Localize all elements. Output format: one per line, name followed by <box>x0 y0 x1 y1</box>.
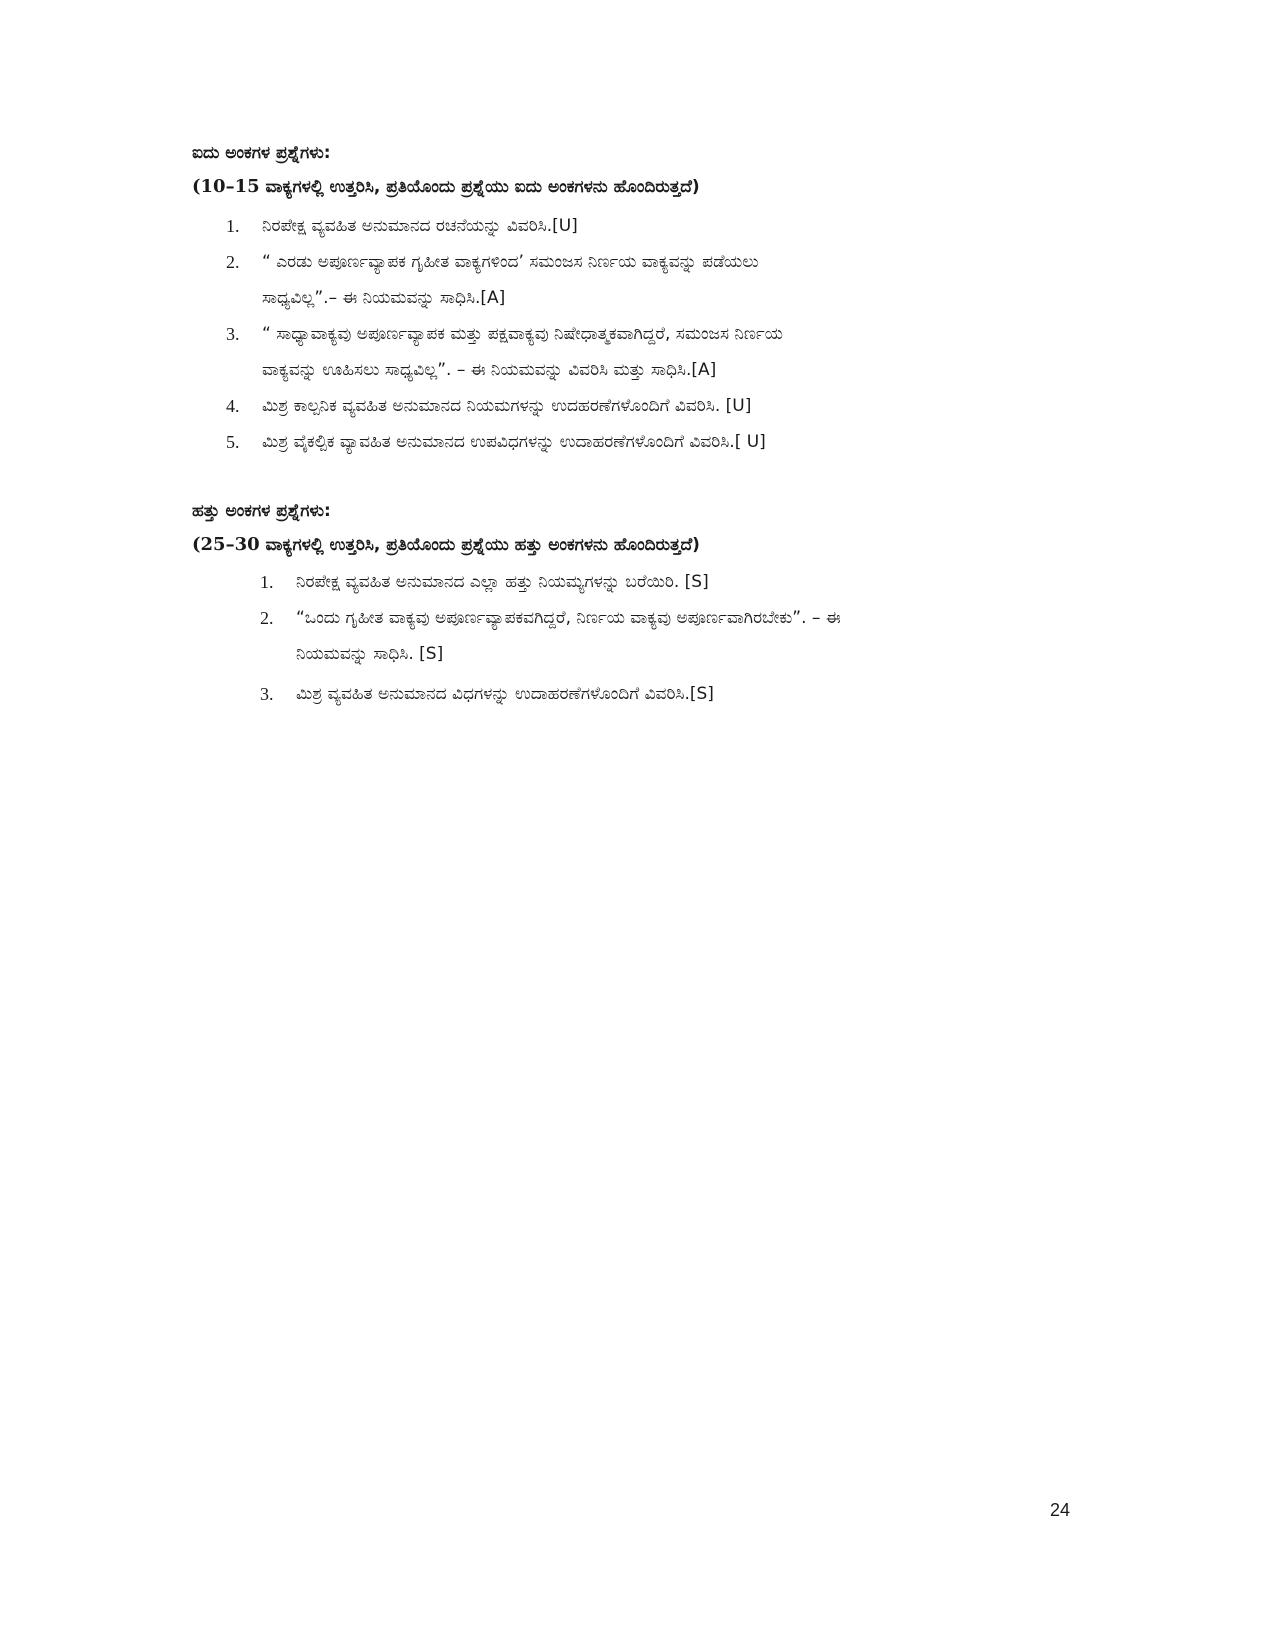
question-line: “ ಸಾಧ್ಯಾವಾಕ್ಯವು ಅಪೂರ್ಣವ್ಯಾಪಕ ಮತ್ತು ಪಕ್ಷವಾಕ್ಯವು ನಿಷೇಧಾತ್ಮಕವಾಗಿದ್ದರೆ, ಸಮಂಜಸ ನಿರ್ಣಯ <box>262 324 783 344</box>
question-text <box>262 388 1092 424</box>
question-line: ನಿಯಮವನ್ನು ಸಾಧಿಸಿ. [S] <box>296 644 444 664</box>
question-number: 2. <box>226 252 240 272</box>
section-instruction <box>192 528 1092 562</box>
question-number: 3. <box>226 324 240 344</box>
section-heading: ಹತ್ತು ಅಂಕಗಳ ಪ್ರಶ್ನೆಗಳು: <box>192 501 331 521</box>
five-mark-section <box>192 136 1092 460</box>
question-number: 2. <box>260 608 274 628</box>
question-number: 1. <box>226 216 240 236</box>
question-line: ಸಾಧ್ಯವಿಲ್ಲ”.– ಈ ನಿಯಮವನ್ನು ಸಾಧಿಸಿ.[A] <box>262 288 506 308</box>
question-text <box>262 424 1092 460</box>
question-number: 5. <box>226 432 240 452</box>
instruction-text: ವಾಕ್ಯಗಳಲ್ಲಿ ಉತ್ತರಿಸಿ, ಪ್ರತಿಯೊಂದು ಪ್ರಶ್ನೆಯು ಹತ್ತು ಅಂಕಗಳನು ಹೊಂದಿರುತ್ತದೆ) <box>259 535 700 555</box>
question-line: ಮಿಶ್ರ ಕಾಲ್ಪನಿಕ ವ್ಯವಹಿತ ಅನುಮಾನದ ನಿಯಮಗಳನ್ನು ಉದಹರಣೆಗಳೊಂದಿಗೆ ವಿವರಿಸಿ. [U] <box>262 396 752 416</box>
question-text <box>262 316 1092 388</box>
question-item <box>192 208 1092 244</box>
question-item <box>192 424 1092 460</box>
question-line: ನಿರಪೇಕ್ಷ ವ್ಯವಹಿತ ಅನುಮಾನದ ಎಲ್ಲಾ ಹತ್ತು ನಿಯಮ್ಯಗಳನ್ನು ಬರೆಯಿರಿ. [S] <box>296 572 709 592</box>
question-text <box>296 564 1092 600</box>
question-line: “ ಎರಡು ಅಪೂರ್ಣವ್ಯಾಪಕ ಗೃಹೀತ ವಾಕ್ಯಗಳಿಂದ’ ಸಮಂಜಸ ನಿರ್ಣಯ ವಾಕ್ಯವನ್ನು ಪಡೆಯಲು <box>262 252 759 272</box>
question-line: ವಾಕ್ಯವನ್ನು ಊಹಿಸಲು ಸಾಧ್ಯವಿಲ್ಲ”. – ಈ ನಿಯಮವನ್ನು ವಿವರಿಸಿ ಮತ್ತು ಸಾಧಿಸಿ.[A] <box>262 360 717 380</box>
instruction-range: (25–30 <box>192 534 260 555</box>
question-text <box>262 208 1092 244</box>
question-item <box>192 564 1092 600</box>
question-line: ಮಿಶ್ರ ವೈಕಲ್ಪಿಕ ವ್ಯಾವಹಿತ ಅನುಮಾನದ ಉಪವಿಧಗಳನ್ನು ಉದಾಹರಣೆಗಳೊಂದಿಗೆ ವಿವರಿಸಿ.[ U] <box>262 432 766 452</box>
section-instruction <box>192 170 1092 204</box>
question-item <box>192 388 1092 424</box>
question-text <box>296 676 1092 712</box>
page-number: 24 <box>1050 1500 1071 1520</box>
question-line: “ಒಂದು ಗೃಹೀತ ವಾಕ್ಯವು ಅಪೂರ್ಣವ್ಯಾಪಕವಗಿದ್ದರೆ, ನಿರ್ಣಯ ವಾಕ್ಯವು ಅಪೂರ್ಣವಾಗಿರಬೇಕು”. – ಈ <box>296 608 841 628</box>
question-number: 1. <box>260 572 274 592</box>
ten-mark-section <box>192 494 1092 712</box>
question-item <box>192 676 1092 712</box>
question-list <box>192 564 1092 712</box>
question-line: ಮಿಶ್ರ ವ್ಯವಹಿತ ಅನುಮಾನದ ವಿಧಗಳನ್ನು ಉದಾಹರಣೆಗಳೊಂದಿಗೆ ವಿವರಿಸಿ.[S] <box>296 684 714 704</box>
question-text <box>262 244 1092 316</box>
question-item <box>192 244 1092 316</box>
instruction-range: (10–15 <box>192 176 260 197</box>
question-list <box>192 208 1092 460</box>
question-item <box>192 316 1092 388</box>
question-text <box>296 600 1092 672</box>
question-number: 3. <box>260 684 274 704</box>
question-number: 4. <box>226 396 240 416</box>
instruction-text: ವಾಕ್ಯಗಳಲ್ಲಿ ಉತ್ತರಿಸಿ, ಪ್ರತಿಯೊಂದು ಪ್ರಶ್ನೆಯು ಐದು ಅಂಕಗಳನು ಹೊಂದಿರುತ್ತದೆ) <box>259 177 700 197</box>
question-line: ನಿರಪೇಕ್ಷ ವ್ಯವಹಿತ ಅನುಮಾನದ ರಚನೆಯನ್ನು ವಿವರಿಸಿ.[U] <box>262 216 578 236</box>
question-item <box>192 600 1092 672</box>
section-heading: ಐದು ಅಂಕಗಳ ಪ್ರಶ್ನೆಗಳು: <box>192 143 331 163</box>
